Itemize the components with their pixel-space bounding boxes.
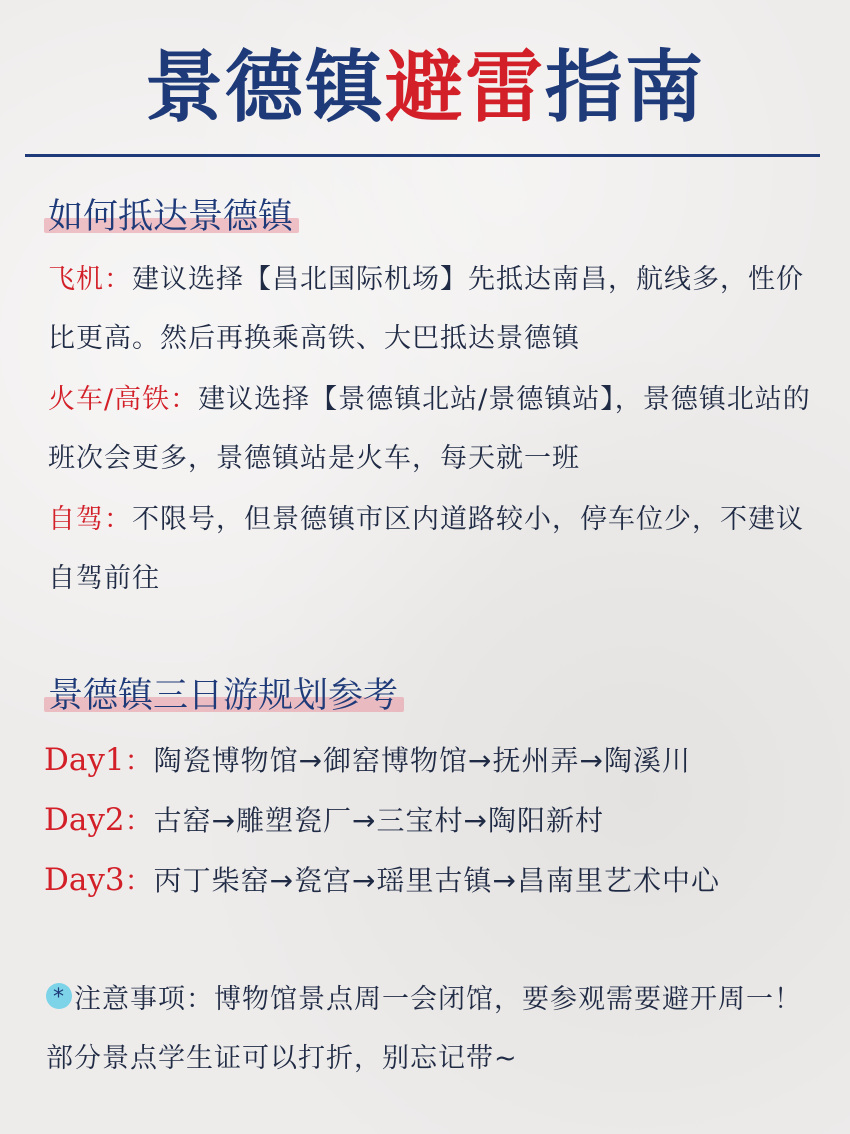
day-2-separator: ： xyxy=(124,804,154,837)
arrival-item-plane xyxy=(48,250,818,368)
asterisk-dot-icon: * xyxy=(46,983,72,1009)
section-heading-itinerary: 景德镇三日游规划参考 xyxy=(48,676,399,716)
note-paragraph xyxy=(46,970,821,1088)
title-divider xyxy=(25,154,820,157)
arrival-text-train: 建议选择【景德镇北站/景德镇站】，景德镇北站的班次会更多，景德镇站是火车，每天就一班 xyxy=(48,384,811,474)
arrival-text-drive: 不限号，但景德镇市区内道路较小，停车位少，不建议自驾前往 xyxy=(48,504,804,594)
day-3-label: Day3 xyxy=(44,862,125,898)
arrival-text-plane: 建议选择【昌北国际机场】先抵达南昌，航线多，性价比更高。然后再换乘高铁、大巴抵达景德镇 xyxy=(48,264,804,354)
itinerary-day-1 xyxy=(44,740,691,781)
section-heading-arrival: 如何抵达景德镇 xyxy=(48,197,294,237)
title-part-3: 指南 xyxy=(545,43,706,133)
note-text: 注意事项：博物馆景点周一会闭馆，要参观需要避开周一！部分景点学生证可以打折，别忘记带~ xyxy=(46,984,802,1074)
arrival-item-train xyxy=(48,370,818,488)
arrival-label-drive: 自驾： xyxy=(48,504,132,535)
arrival-label-train: 火车/高铁： xyxy=(48,384,199,415)
page-title xyxy=(0,38,850,138)
itinerary-day-3 xyxy=(44,860,720,901)
title-part-1: 景德镇 xyxy=(144,43,385,133)
day-3-route: 丙丁柴窑→瓷宫→瑶里古镇→昌南里艺术中心 xyxy=(153,864,720,897)
day-1-route: 陶瓷博物馆→御窑博物馆→抚州弄→陶溪川 xyxy=(153,744,691,777)
day-2-route: 古窑→雕塑瓷厂→三宝村→陶阳新村 xyxy=(153,804,604,837)
day-1-separator: ： xyxy=(124,744,154,777)
day-1-label: Day1 xyxy=(44,742,125,778)
arrival-label-plane: 飞机： xyxy=(48,264,132,295)
day-2-label: Day2 xyxy=(44,802,125,838)
title-part-2: 避雷 xyxy=(384,43,545,133)
itinerary-day-2 xyxy=(44,800,604,841)
day-3-separator: ： xyxy=(124,864,154,897)
arrival-item-drive xyxy=(48,490,818,608)
